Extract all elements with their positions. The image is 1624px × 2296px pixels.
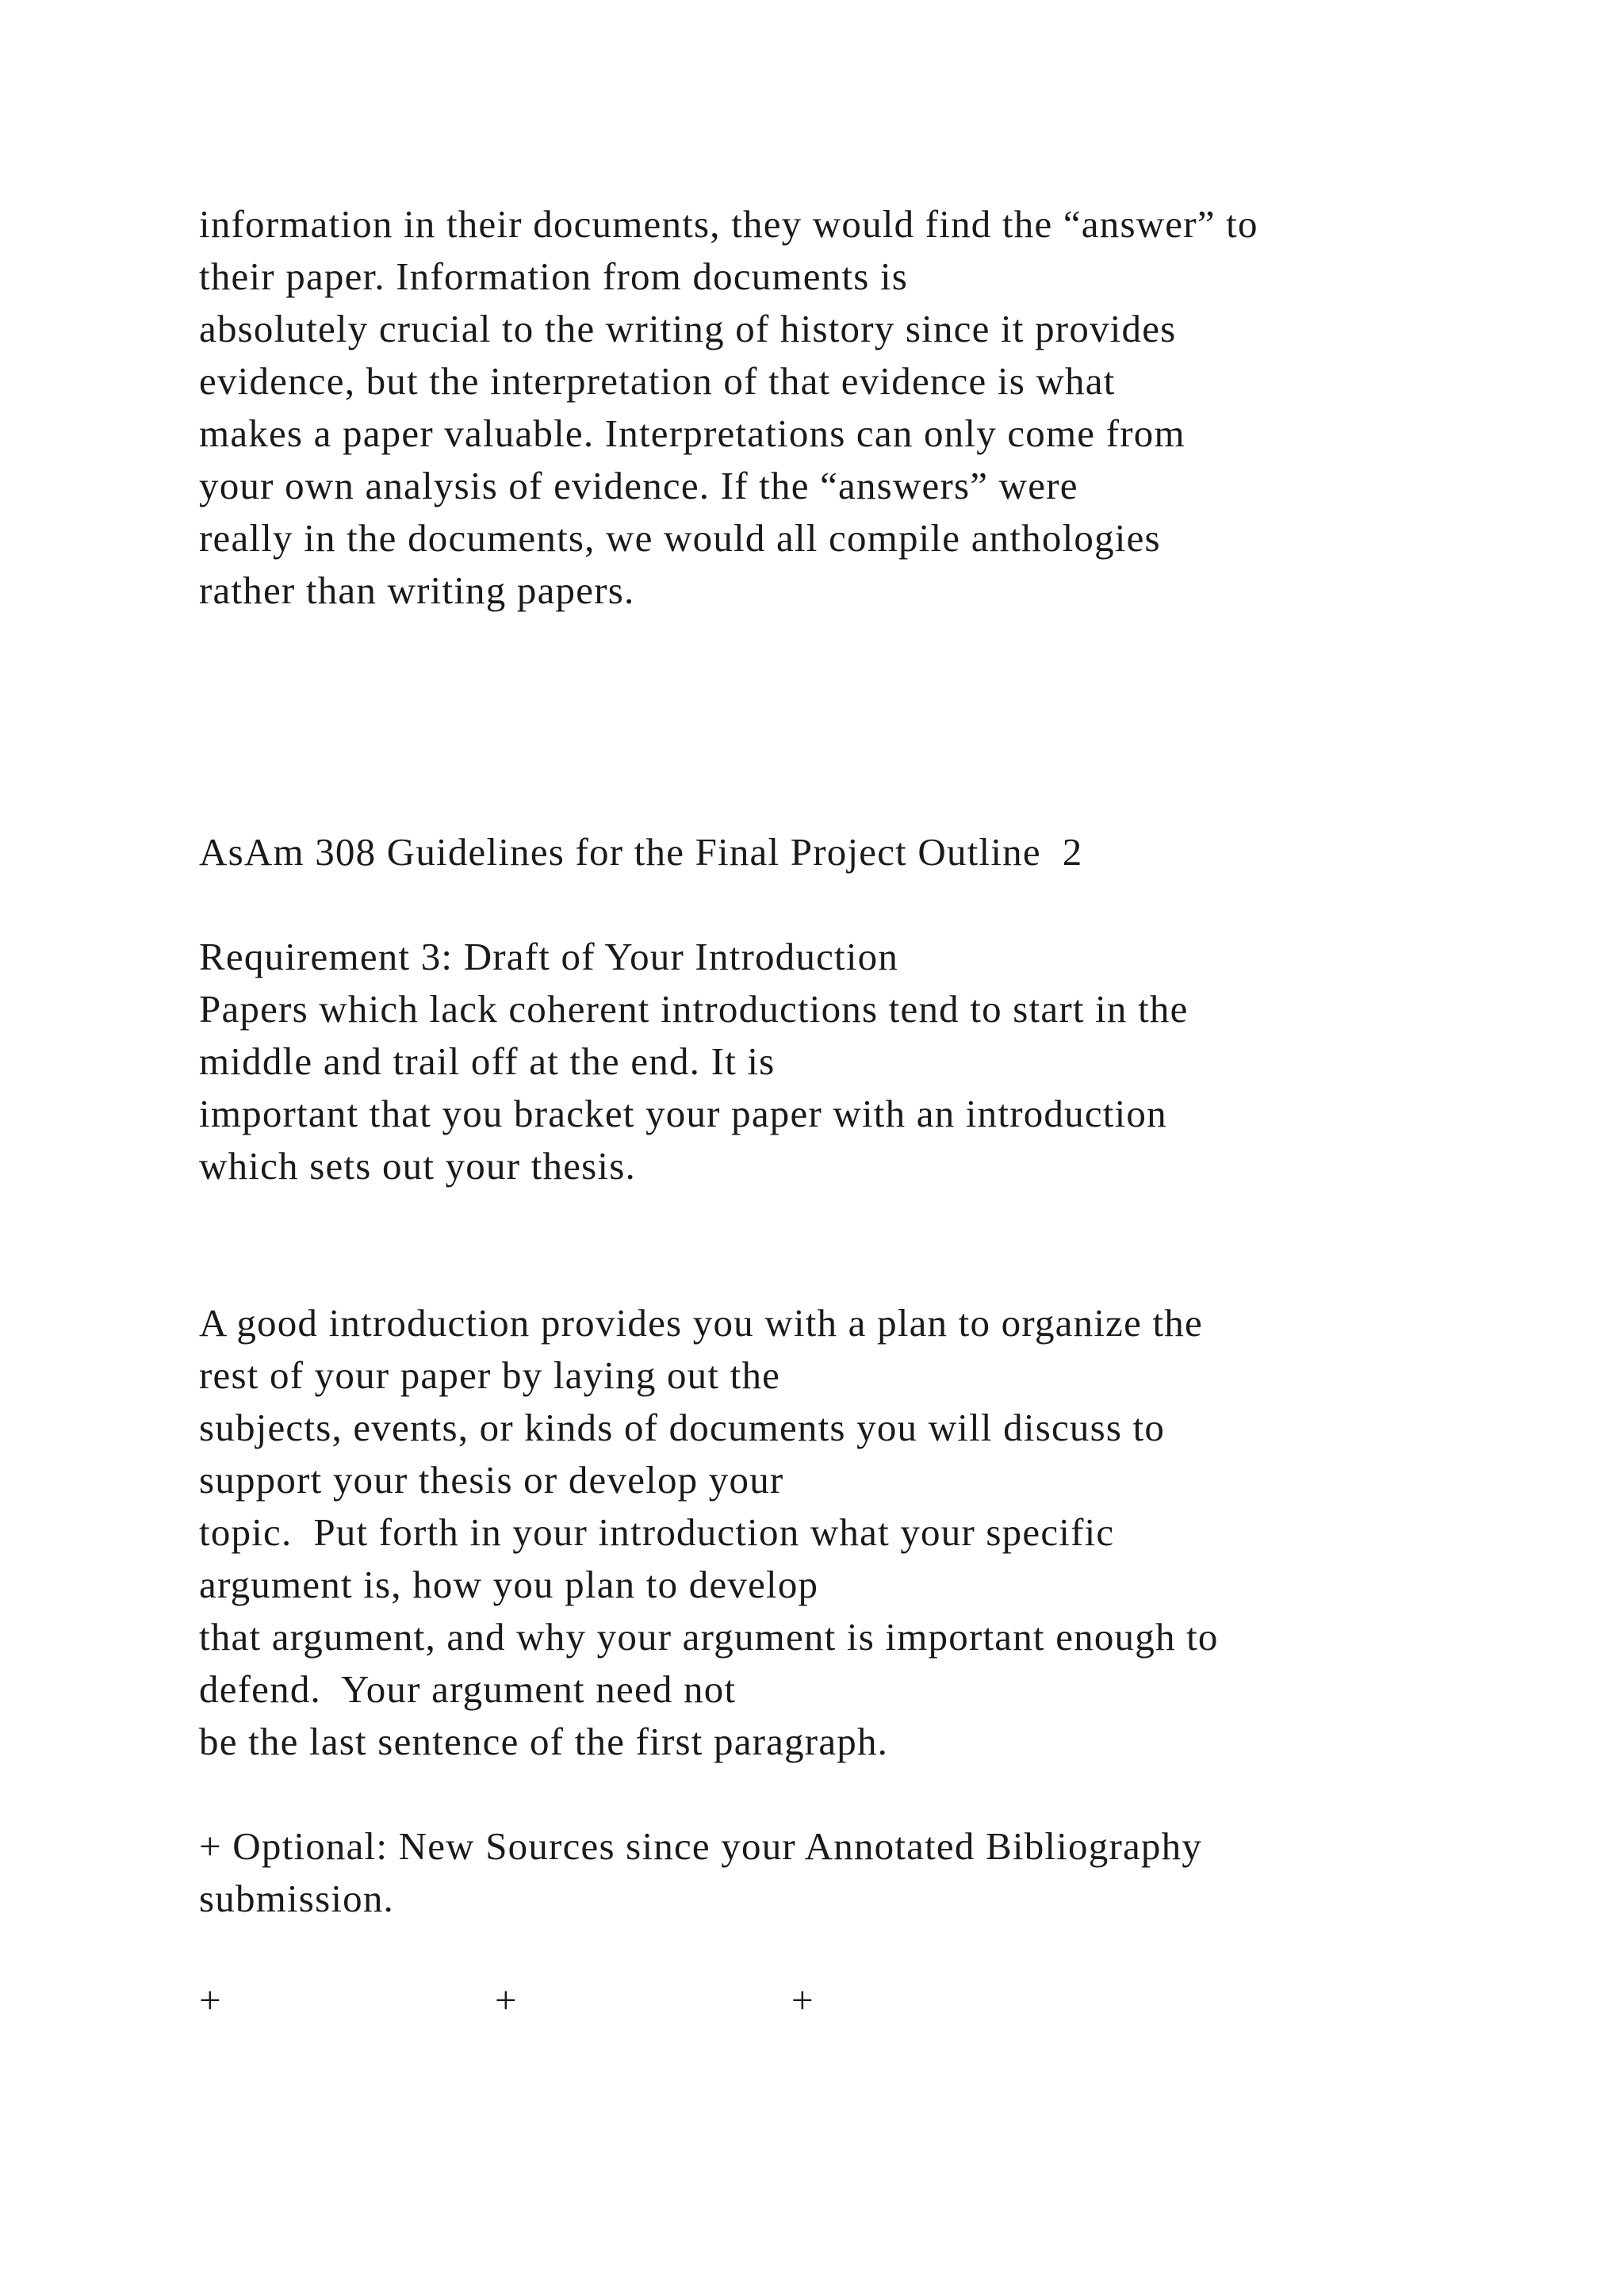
text-line: A good introduction provides you with a plan to organize the <box>199 1301 1203 1345</box>
text-line: submission. <box>199 1877 394 1920</box>
text-line: that argument, and why your argument is important enough to <box>199 1615 1219 1659</box>
text-line: be the last sentence of the first paragraph. <box>199 1720 889 1763</box>
plus-symbol: + <box>495 1978 517 2022</box>
text-line: + Optional: New Sources since your Annotated Bibliography <box>199 1824 1203 1868</box>
text-line: your own analysis of evidence. If the “answers” were <box>199 464 1078 507</box>
text-line: rather than writing papers. <box>199 568 635 612</box>
text-line: support your thesis or develop your <box>199 1458 784 1502</box>
plus-symbol: + <box>199 1978 221 2022</box>
text-line: information in their documents, they would find the “answer” to <box>199 202 1258 246</box>
text-line: middle and trail off at the end. It is <box>199 1039 776 1083</box>
text-line: which sets out your thesis. <box>199 1144 636 1188</box>
text-line: absolutely crucial to the writing of history since it provides <box>199 307 1177 350</box>
text-line: important that you bracket your paper with an introduction <box>199 1092 1167 1135</box>
page-header: AsAm 308 Guidelines for the Final Project Outline 2 <box>199 830 1083 874</box>
text-line: evidence, but the interpretation of that evidence is what <box>199 359 1116 403</box>
text-line: their paper. Information from documents is <box>199 254 909 298</box>
text-line: makes a paper valuable. Interpretations can only come from <box>199 411 1185 455</box>
text-line: subjects, events, or kinds of documents you will discuss to <box>199 1406 1166 1449</box>
text-line: topic. Put forth in your introduction what your specific <box>199 1510 1115 1554</box>
text-line: rest of your paper by laying out the <box>199 1353 781 1397</box>
text-line: defend. Your argument need not <box>199 1667 737 1711</box>
text-line: really in the documents, we would all compile anthologies <box>199 516 1161 560</box>
text-line: argument is, how you plan to develop <box>199 1563 819 1606</box>
text-line: Papers which lack coherent introductions tend to start in the <box>199 987 1189 1031</box>
section-heading: Requirement 3: Draft of Your Introduction <box>199 935 899 978</box>
plus-symbol: + <box>791 1978 814 2022</box>
